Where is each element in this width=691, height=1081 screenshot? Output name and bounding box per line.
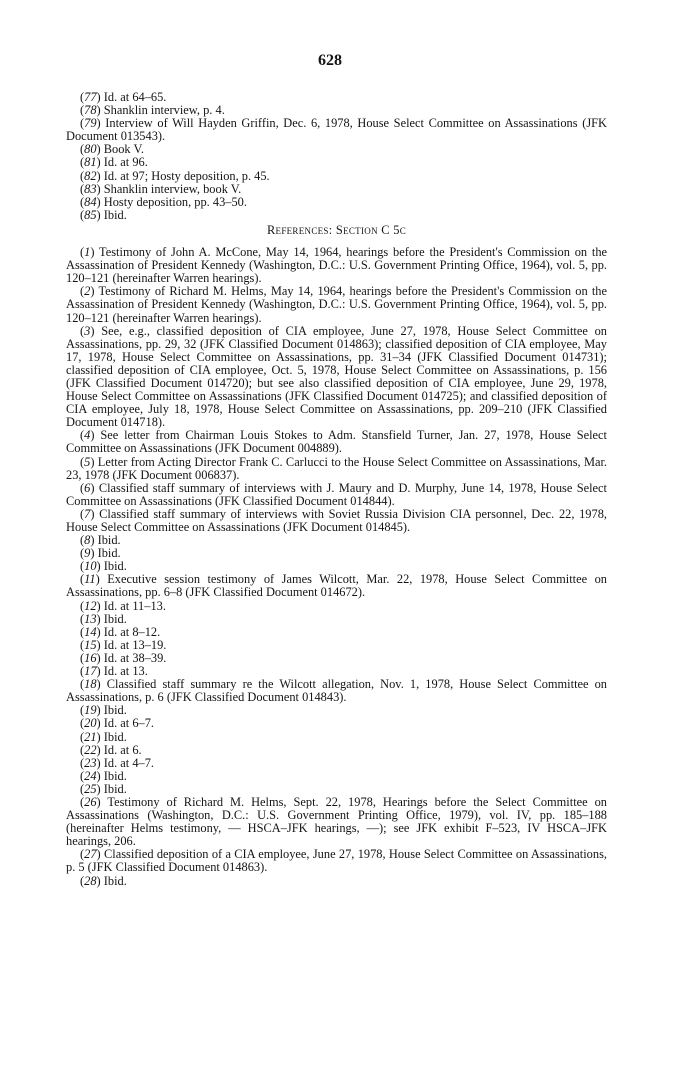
footnote-text: See, e.g., classified deposition of CIA employee, June 27, 1978, House Select Committee on Assassinations, pp. 29, 32 (JFK Classified Document 014863); classified deposition of CIA employee, May 17, 1978, House Select Committee on Assassinations, pp. 31–34 (JFK Classified Document 014731); classified deposition of CIA employee, Oct. 5, 1978, House Select Committee on Assassinations, p. 156 (JFK Classified Document 014720); but see also classified deposition of CIA employee, June 29, 1978, House Select Committee on Assassinations (JFK Classified Document 014725); and classified deposition of CIA employee, July 18, 1978, House Select Committee on Assassinations, pp. 209–210 (JFK Classified Document 014718). — [66, 323, 607, 430]
footnote-number: 6 — [84, 480, 91, 495]
footnote-text: Id. at 97; Hosty deposition, p. 45. — [103, 168, 270, 183]
footnotes-column — [66, 91, 607, 888]
footnote-number: 4 — [84, 428, 91, 443]
footnote-text: Classified staff summary of interviews with Soviet Russia Division CIA personnel, Dec. 22, 1978, House Select Committee on Assassinations (JFK Document 014845). — [66, 506, 607, 534]
footnote-text: Interview of Will Hayden Griffin, Dec. 6, 1978, House Select Committee on Assassinations (JFK Document 013543). — [66, 116, 607, 144]
footnote-text: Shanklin interview, p. 4. — [103, 103, 225, 118]
footnote: (25) Ibid. — [80, 781, 127, 796]
footnote-text: Ibid. — [97, 546, 121, 561]
footnote-number: 27 — [84, 847, 97, 862]
footnote-number: 1 — [84, 245, 91, 260]
footnote-number: 23 — [84, 755, 97, 770]
footnote: (80) Book V. — [80, 142, 144, 157]
footnote-number: 15 — [84, 637, 97, 652]
footnote-text: Hosty deposition, pp. 43–50. — [103, 194, 247, 209]
footnote: (19) Ibid. — [80, 703, 127, 718]
footnote-text: Ibid. — [97, 533, 121, 548]
footnote-text: Ibid. — [103, 873, 127, 888]
footnote-number: 24 — [84, 768, 97, 783]
footnote: (28) Ibid. — [80, 873, 127, 888]
footnote-number: 19 — [84, 703, 97, 718]
footnote: (12) Id. at 11–13. — [80, 598, 166, 613]
footnote-number: 21 — [84, 729, 97, 744]
footnote-number: 13 — [84, 611, 97, 626]
footnote: (3) See, e.g., classified deposition of CIA employee, June 27, 1978, House Select Committee on Assassinations, pp. 29, 32 (JFK Classified Document 014863); classified deposition of CIA employee, May 17, 1978, House Select Committee on Assassinations, pp. 31–34 (JFK Classified Document 014731); classified deposition of CIA employee, Oct. 5, 1978, House Select Committee on Assassinations, p. 156 (JFK Classified Document 014720); but see also classified deposition of CIA employee, June 29, 1978, House Select Committee on Assassinations (JFK Classified Document 014725); and classified deposition of CIA employee, July 18, 1978, House Select Committee on Assassinations, pp. 209–210 (JFK Classified Document 014718). — [66, 323, 607, 430]
footnote: (24) Ibid. — [80, 768, 127, 783]
footnote-text: Id. at 38–39. — [103, 650, 167, 665]
footnote-text: Ibid. — [103, 781, 127, 796]
notes-section-c5c — [66, 246, 607, 888]
footnote: (4) See letter from Chairman Louis Stokes to Adm. Stansfield Turner, Jan. 27, 1978, House Select Committee on Assassinations (JFK Document 004889). — [66, 428, 607, 456]
footnote-number: 28 — [84, 873, 97, 888]
footnote-number: 20 — [84, 716, 97, 731]
footnote: (10) Ibid. — [80, 559, 127, 574]
footnote: (23) Id. at 4–7. — [80, 755, 155, 770]
footnote: (27) Classified deposition of a CIA employee, June 27, 1978, House Select Committee on Assassinations, p. 5 (JFK Classified Document 014863). — [66, 847, 607, 875]
footnote-number: 3 — [84, 323, 91, 338]
footnote-text: Testimony of Richard M. Helms, Sept. 22, 1978, Hearings before the Select Committee on Assassinations (Washington, D.C.: U.S. Government Printing Office, 1979), vol. IV, pp. 185–188 (hereinafter Helms testimony, — HSCA–JFK hearings, —); see JFK exhibit F–523, IV HSCA–JFK hearings, 206. — [66, 794, 607, 849]
footnote-number: 8 — [84, 533, 91, 548]
footnote: (81) Id. at 96. — [80, 155, 148, 170]
footnote-number: 25 — [84, 781, 97, 796]
footnote-number: 80 — [84, 142, 97, 157]
footnote: (22) Id. at 6. — [80, 742, 142, 757]
footnote-number: 81 — [84, 155, 97, 170]
footnote-text: Classified deposition of a CIA employee, June 27, 1978, House Select Committee on Assassinations, p. 5 (JFK Classified Document 014863). — [66, 847, 607, 875]
footnote-number: 7 — [84, 506, 91, 521]
footnote: (14) Id. at 8–12. — [80, 624, 161, 639]
footnote: (78) Shanklin interview, p. 4. — [80, 103, 225, 118]
footnote-number: 26 — [84, 794, 97, 809]
footnote-number: 11 — [84, 572, 96, 587]
footnote: (5) Letter from Acting Director Frank C. Carlucci to the House Select Committee on Assassinations, Mar. 23, 1978 (JFK Document 006837). — [66, 454, 607, 482]
footnote-text: Classified staff summary of interviews with J. Maury and D. Murphy, June 14, 1978, House Select Committee on Assassinations (JFK Classified Document 014844). — [66, 480, 607, 508]
footnote-text: Id. at 11–13. — [103, 598, 166, 613]
footnote: (26) Testimony of Richard M. Helms, Sept. 22, 1978, Hearings before the Select Committee on Assassinations (Washington, D.C.: U.S. Government Printing Office, 1979), vol. IV, pp. 185–188 (hereinafter Helms testimony, — HSCA–JFK hearings, —); see JFK exhibit F–523, IV HSCA–JFK hearings, 206. — [66, 794, 607, 849]
page-number: 628 — [318, 52, 342, 69]
footnote-text: Ibid. — [103, 611, 127, 626]
footnote-text: See letter from Chairman Louis Stokes to Adm. Stansfield Turner, Jan. 27, 1978, House Select Committee on Assassinations (JFK Document 004889). — [66, 428, 607, 456]
footnote: (13) Ibid. — [80, 611, 127, 626]
footnote-number: 22 — [84, 742, 97, 757]
footnote: (20) Id. at 6–7. — [80, 716, 155, 731]
footnote: (83) Shanklin interview, book V. — [80, 181, 242, 196]
notes-previous-section — [66, 91, 607, 222]
footnote-number: 12 — [84, 598, 97, 613]
footnote-text: Testimony of John A. McCone, May 14, 1964, hearings before the President's Commission on the Assassination of President Kennedy (Washington, D.C.: U.S. Government Printing Office, 1964), vol. 5, pp. 120–121 (hereinafter Warren hearings). — [66, 245, 608, 286]
footnote-number: 84 — [84, 194, 97, 209]
footnote: (79) Interview of Will Hayden Griffin, Dec. 6, 1978, House Select Committee on Assassinations (JFK Document 013543). — [66, 116, 607, 144]
footnote-number: 77 — [84, 90, 97, 104]
footnote: (17) Id. at 13. — [80, 664, 148, 679]
footnote-text: Book V. — [103, 142, 144, 157]
footnote-text: Testimony of Richard M. Helms, May 14, 1964, hearings before the President's Commission on the Assassination of President Kennedy (Washington, D.C.: U.S. Government Printing Office, 1964), vol. 5, pp. 120–121 (hereinafter Warren hearings). — [66, 284, 607, 325]
footnote-text: Ibid. — [103, 729, 127, 744]
footnote-text: Ibid. — [103, 207, 127, 222]
footnote-text: Id. at 4–7. — [103, 755, 155, 770]
section-heading: References: Section C 5c — [266, 222, 407, 237]
footnote-text: Id. at 96. — [103, 155, 148, 170]
footnote-text: Letter from Acting Director Frank C. Carlucci to the House Select Committee on Assassinations, Mar. 23, 1978 (JFK Document 006837). — [66, 454, 607, 482]
footnote-text: Ibid. — [103, 768, 127, 783]
footnote-text: Id. at 6. — [103, 742, 142, 757]
footnote: (1) Testimony of John A. McCone, May 14, 1964, hearings before the President's Commission on the Assassination of President Kennedy (Washington, D.C.: U.S. Government Printing Office, 1964), vol. 5, pp. 120–121 (hereinafter Warren hearings). — [66, 245, 608, 286]
footnote-number: 78 — [84, 103, 97, 118]
footnote-text: Ibid. — [103, 559, 127, 574]
footnote: (8) Ibid. — [80, 533, 121, 548]
footnote: (7) Classified staff summary of interviews with Soviet Russia Division CIA personnel, Dec. 22, 1978, House Select Committee on Assassinations (JFK Document 014845). — [66, 506, 607, 534]
footnote: (84) Hosty deposition, pp. 43–50. — [80, 194, 247, 209]
footnote-text: Executive session testimony of James Wilcott, Mar. 22, 1978, House Select Committee on Assassinations, pp. 6–8 (JFK Classified Document 014672). — [66, 572, 607, 600]
footnote-number: 83 — [84, 181, 97, 196]
footnote-text: Ibid. — [103, 703, 127, 718]
footnote-text: Id. at 13–19. — [103, 637, 167, 652]
footnote-number: 2 — [84, 284, 91, 299]
footnote: (82) Id. at 97; Hosty deposition, p. 45. — [80, 168, 270, 183]
footnote: (85) Ibid. — [80, 207, 127, 222]
footnote: (21) Ibid. — [80, 729, 127, 744]
footnote-text: Classified staff summary re the Wilcott allegation, Nov. 1, 1978, House Select Committee on Assassinations, p. 6 (JFK Classified Document 014843). — [66, 677, 608, 705]
footnote-text: Shanklin interview, book V. — [103, 181, 242, 196]
footnote-number: 14 — [84, 624, 97, 639]
footnote-number: 82 — [84, 168, 97, 183]
footnote: (16) Id. at 38–39. — [80, 650, 167, 665]
footnote-number: 10 — [84, 559, 97, 574]
footnote-text: Id. at 6–7. — [103, 716, 155, 731]
footnote: (15) Id. at 13–19. — [80, 637, 167, 652]
footnote-number: 5 — [84, 454, 91, 469]
footnote-number: 17 — [84, 664, 97, 679]
footnote-number: 9 — [84, 546, 91, 561]
footnote: (2) Testimony of Richard M. Helms, May 14, 1964, hearings before the President's Commission on the Assassination of President Kennedy (Washington, D.C.: U.S. Government Printing Office, 1964), vol. 5, pp. 120–121 (hereinafter Warren hearings). — [66, 284, 607, 325]
footnote: (77) Id. at 64–65. — [80, 90, 167, 104]
footnote: (6) Classified staff summary of interviews with J. Maury and D. Murphy, June 14, 1978, House Select Committee on Assassinations (JFK Classified Document 014844). — [66, 480, 607, 508]
footnote: (11) Executive session testimony of James Wilcott, Mar. 22, 1978, House Select Committee on Assassinations, pp. 6–8 (JFK Classified Document 014672). — [66, 572, 607, 600]
footnote-number: 79 — [84, 116, 97, 131]
footnote-text: Id. at 64–65. — [103, 90, 167, 104]
footnote-text: Id. at 13. — [103, 664, 148, 679]
footnote-number: 18 — [84, 677, 97, 692]
footnote-number: 16 — [84, 650, 97, 665]
footnote-number: 85 — [84, 207, 97, 222]
footnote-text: Id. at 8–12. — [103, 624, 161, 639]
footnote: (18) Classified staff summary re the Wilcott allegation, Nov. 1, 1978, House Select Committee on Assassinations, p. 6 (JFK Classified Document 014843). — [66, 677, 608, 705]
footnote: (9) Ibid. — [80, 546, 121, 561]
